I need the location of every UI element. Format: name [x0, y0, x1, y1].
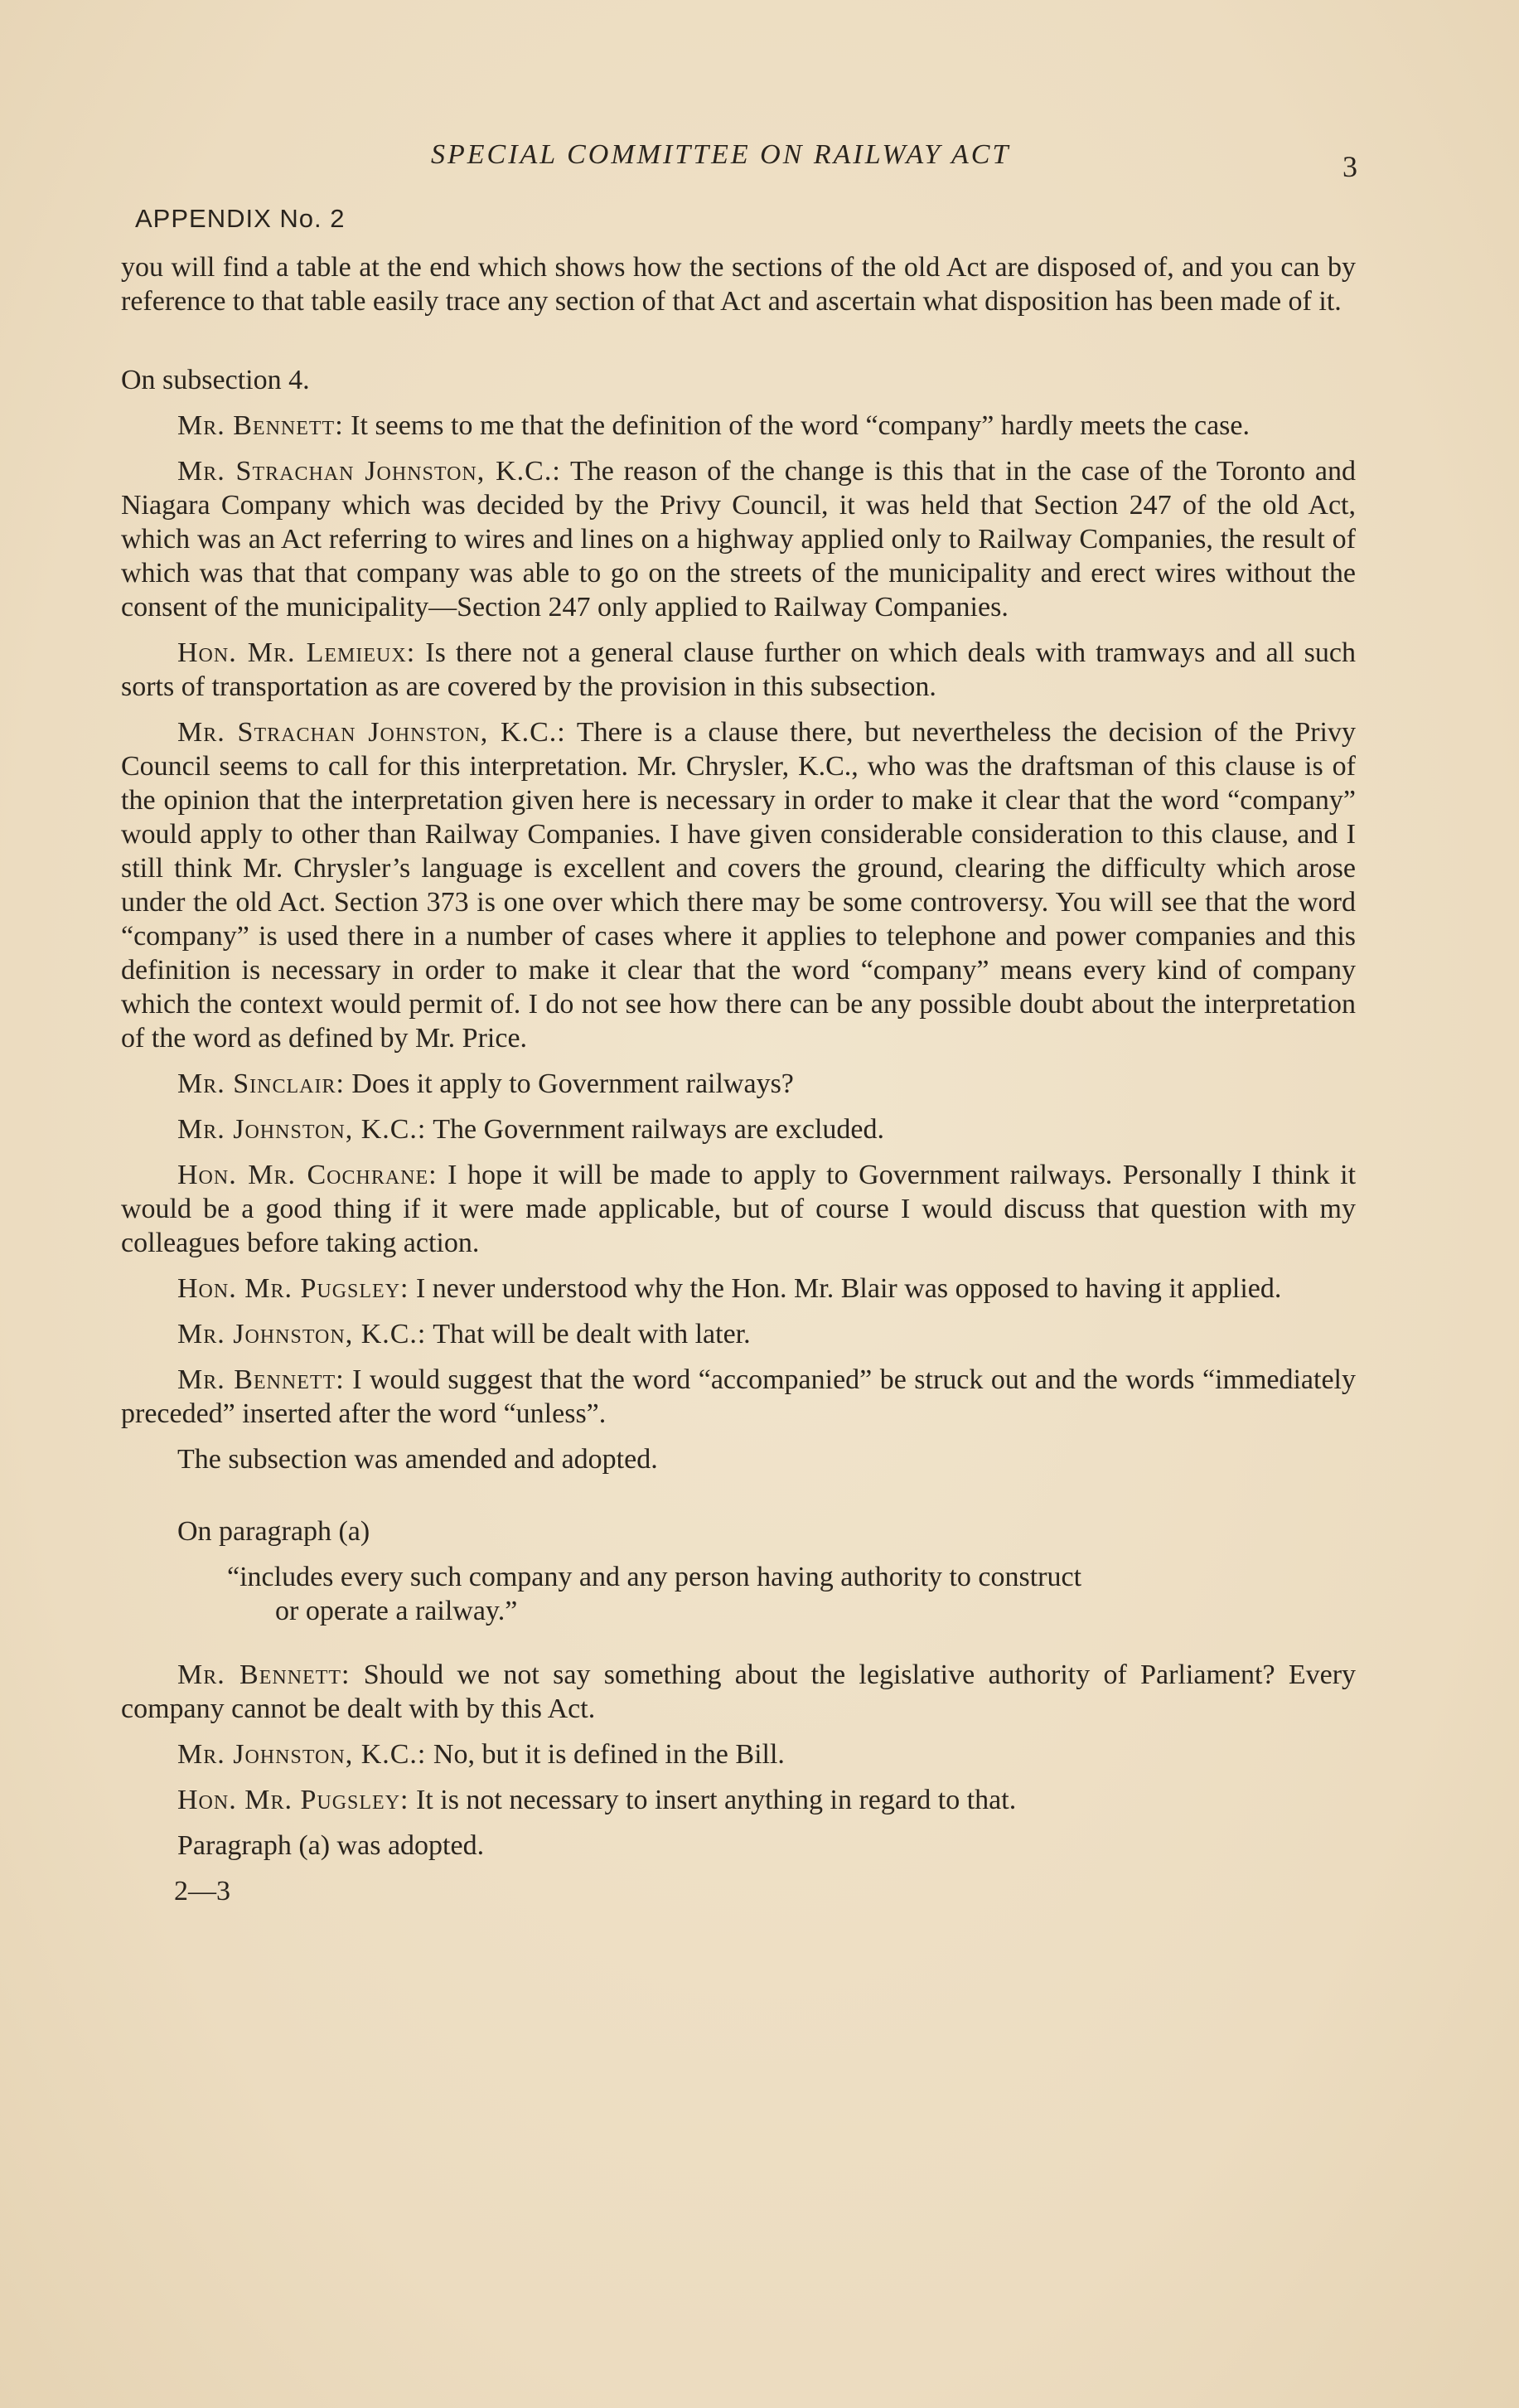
speaker-name: Mr. Bennett: — [177, 1659, 351, 1690]
speaker-name: Mr. Bennett: — [177, 410, 344, 441]
speaker-name: Mr. Strachan Johnston, K.C.: — [177, 456, 561, 487]
speaker-name: Mr. Johnston, K.C.: — [177, 1739, 427, 1770]
testimony-paragraph — [121, 636, 1356, 704]
signature-mark: 2—3 — [174, 1876, 230, 1907]
testimony-paragraph — [121, 1112, 1356, 1146]
page-number: 3 — [1342, 150, 1357, 183]
testimony-text: I hope it will be made to apply to Government railways. Personally I think it would be a good thing if it were made applicable, but of course I would discuss that question with my colleagues before taking action. — [121, 1160, 1357, 1258]
testimony-text: Does it apply to Government railways? — [351, 1068, 794, 1099]
testimony-text: No, but it is defined in the Bill. — [433, 1739, 785, 1770]
quoted-definition — [121, 1560, 1356, 1628]
speaker-name: Hon. Mr. Pugsley: — [177, 1785, 409, 1815]
quote-line: or operate a railway.” — [275, 1596, 518, 1626]
paragraph-heading: On paragraph (a) — [177, 1516, 370, 1547]
testimony-paragraph — [121, 1158, 1356, 1260]
testimony-paragraph — [121, 1658, 1356, 1726]
testimony-text: Is there not a general clause further on which deals with tramways and all such sorts of transportation as are covered by the provision in this subsection. — [121, 637, 1356, 702]
testimony-text: I never understood why the Hon. Mr. Blair was opposed to having it applied. — [415, 1273, 1282, 1304]
speaker-name: Mr. Johnston, K.C.: — [177, 1114, 427, 1145]
testimony-text: That will be dealt with later. — [433, 1319, 751, 1349]
subsection-heading: On subsection 4. — [121, 365, 310, 395]
testimony-paragraph — [121, 1272, 1356, 1306]
speaker-name: Hon. Mr. Cochrane: — [177, 1160, 438, 1190]
body-text — [121, 250, 1356, 1908]
testimony-text: The Government railways are excluded. — [433, 1114, 884, 1145]
speaker-name: Mr. Strachan Johnston, K.C.: — [177, 717, 566, 748]
adopted-note: Paragraph (a) was adopted. — [177, 1830, 485, 1861]
amended-note: The subsection was amended and adopted. — [177, 1444, 658, 1475]
testimony-paragraph — [121, 1363, 1356, 1431]
testimony-paragraph — [121, 454, 1356, 624]
testimony-paragraph — [121, 1783, 1356, 1817]
speaker-name: Hon. Mr. Lemieux: — [177, 637, 416, 668]
speaker-name: Mr. Bennett: — [177, 1364, 345, 1395]
testimony-text: Should we not say something about the legislative authority of Parliament? Every company cannot be dealt with by this Act. — [121, 1659, 1357, 1724]
running-header: SPECIAL COMMITTEE ON RAILWAY ACT — [431, 139, 1011, 170]
speaker-name: Mr. Sinclair: — [177, 1068, 345, 1099]
testimony-paragraph — [121, 1067, 1356, 1101]
testimony-paragraph — [121, 715, 1356, 1055]
testimony-paragraph — [121, 409, 1356, 443]
testimony-paragraph — [121, 1737, 1356, 1771]
intro-paragraph: you will find a table at the end which shows how the sections of the old Act are disposed of, and you can by reference to that table easily trace any section of that Act and ascertain what disposition has been made of it. — [121, 252, 1356, 317]
testimony-paragraph — [121, 1317, 1356, 1351]
testimony-text: There is a clause there, but nevertheless the decision of the Privy Council seems to call for this interpretation. Mr. Chrysler, K.C., who was the draftsman of this clause is of the opinion that the interpretation given here is necessary in order to make it clear that the word “company” would apply to other than Railway Companies. I have given considerable consideration to this clause, and I still think Mr. Chrysler’s language is excellent and covers the ground, clearing the difficulty which arose under the old Act. Section 373 is one over which there may be some controversy. You will see that the word “company” is used there in a number of cases where it applies to telephone and power companies and this definition is necessary in order to make it clear that the word “company” means every kind of company which the context would permit of. I do not see how there can be any possible doubt about the interpretation of the word as defined by Mr. Price. — [121, 717, 1356, 1054]
speaker-name: Hon. Mr. Pugsley: — [177, 1273, 409, 1304]
appendix-label: APPENDIX No. 2 — [135, 204, 346, 233]
testimony-text: The reason of the change is this that in the case of the Toronto and Niagara Company which was decided by the Privy Council, it was held that Section 247 of the old Act, which was an Act referring to wires and lines on a highway applied only to Railway Companies, the result of which was that that company was able to go on the streets of the municipality and erect wires without the consent of the municipality—Section 247 only applied to Railway Companies. — [121, 456, 1357, 623]
testimony-text: I would suggest that the word “accompanied” be struck out and the words “immediately preceded” inserted after the word “unless”. — [121, 1364, 1357, 1429]
quote-line: “includes every such company and any person having authority to construct — [227, 1562, 1082, 1592]
speaker-name: Mr. Johnston, K.C.: — [177, 1319, 427, 1349]
testimony-text: It is not necessary to insert anything in regard to that. — [415, 1785, 1017, 1815]
testimony-text: It seems to me that the definition of the word “company” hardly meets the case. — [351, 410, 1250, 441]
